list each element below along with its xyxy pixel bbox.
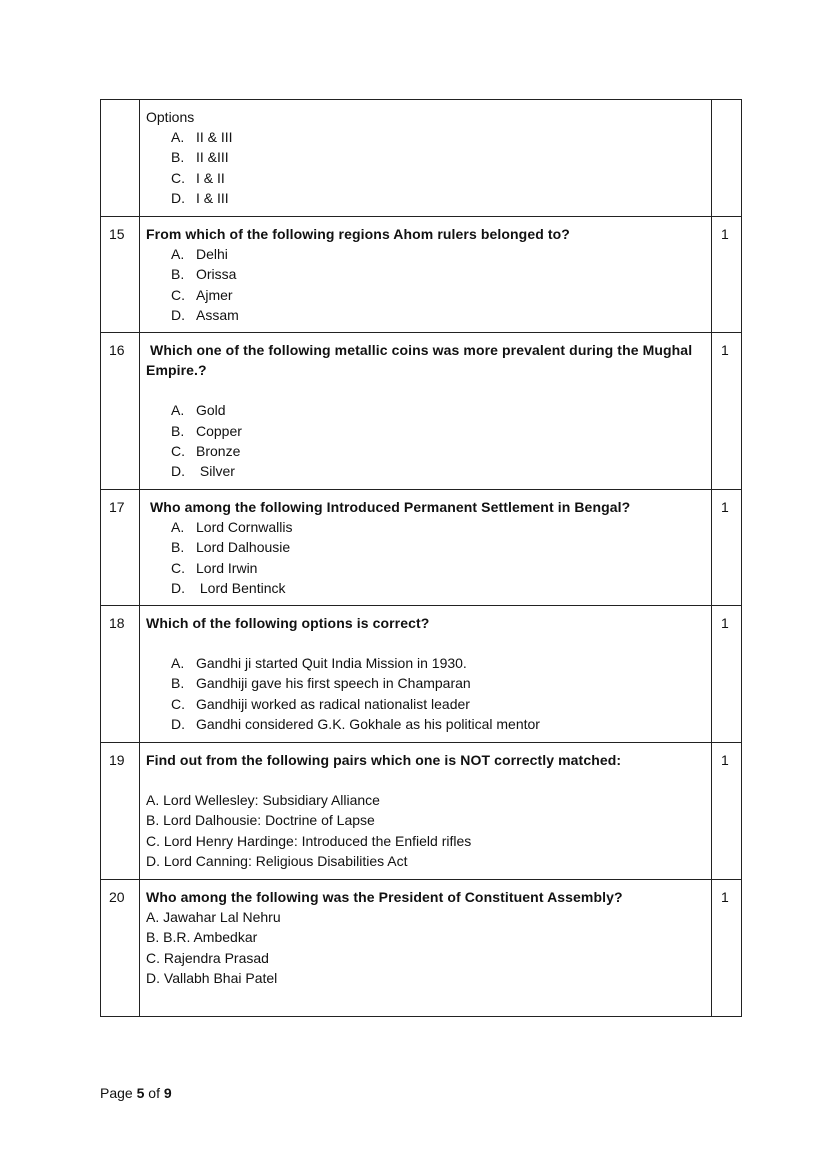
option-d: D. Lord Bentinck — [171, 579, 286, 596]
option-d: D. Assam — [171, 306, 239, 323]
table-row — [101, 490, 742, 606]
footer-middle: of — [144, 1085, 164, 1101]
question-text: Which one of the following metallic coins was more prevalent during the Mughal Empire.? — [146, 342, 697, 379]
question-marks: 1 — [712, 743, 742, 880]
option-list — [146, 400, 705, 481]
table-row — [101, 333, 742, 490]
option-a: A. Jawahar Lal Nehru — [146, 909, 281, 926]
question-marks: 1 — [712, 606, 742, 743]
table-row — [101, 880, 742, 1017]
option-b: B. Lord Dalhousie: Doctrine of Lapse — [146, 812, 375, 829]
question-text: From which of the following regions Ahom rulers belonged to? — [146, 226, 570, 242]
option-b: B. Copper — [171, 422, 242, 439]
page-footer — [100, 1085, 172, 1101]
option-c: C. Lord Henry Hardinge: Introduced the Enfield rifles — [146, 832, 472, 849]
question-text: Which of the following options is correct? — [146, 615, 430, 632]
question-content — [140, 743, 712, 880]
option-list — [146, 907, 705, 988]
option-b: B. Lord Dalhousie — [171, 539, 291, 556]
question-content — [140, 606, 712, 743]
table-row — [101, 606, 742, 743]
question-content — [140, 880, 712, 1017]
option-c: C. Bronze — [171, 442, 241, 459]
option-list — [146, 790, 705, 871]
option-d: D. Vallabh Bhai Patel — [146, 969, 278, 986]
question-content — [140, 100, 712, 217]
options-heading: Options — [146, 109, 195, 125]
option-list — [146, 653, 705, 734]
option-c: C. Lord Irwin — [171, 559, 258, 576]
option-b: B. Orissa — [171, 266, 237, 283]
question-number: 16 — [101, 333, 140, 490]
question-content — [140, 490, 712, 606]
option-list — [146, 517, 705, 598]
question-marks: 1 — [712, 333, 742, 490]
question-text: Find out from the following pairs which one is NOT correctly matched: — [146, 752, 622, 769]
question-number — [101, 100, 140, 217]
question-table — [100, 99, 742, 1017]
option-c: C. I & II — [171, 169, 225, 186]
option-b: B. Gandhiji gave his first speech in Champaran — [171, 675, 471, 692]
question-marks: 1 — [712, 217, 742, 333]
option-list — [146, 127, 705, 208]
question-marks: 1 — [712, 880, 742, 1017]
option-b: B. B.R. Ambedkar — [146, 929, 258, 946]
question-content — [140, 333, 712, 490]
option-c: C. Gandhiji worked as radical nationalist leader — [171, 695, 470, 712]
table-row — [101, 743, 742, 880]
option-a: A. Lord Cornwallis — [171, 519, 293, 536]
option-b: B. II &III — [171, 149, 229, 166]
question-number: 19 — [101, 743, 140, 880]
question-marks — [712, 100, 742, 217]
question-text: Who among the following was the President of Constituent Assembly? — [146, 889, 623, 906]
question-marks: 1 — [712, 490, 742, 606]
option-d: D. Lord Canning: Religious Disabilities Act — [146, 852, 408, 869]
question-number: 15 — [101, 217, 140, 333]
option-a: A. Gold — [171, 402, 226, 419]
option-d: D. I & III — [171, 189, 229, 206]
question-number: 17 — [101, 490, 140, 606]
question-text: Who among the following Introduced Permanent Settlement in Bengal? — [146, 499, 631, 516]
total-page-count: 9 — [163, 1085, 172, 1101]
footer-prefix: Page — [100, 1085, 137, 1101]
question-number: 20 — [101, 880, 140, 1017]
option-a: A. Gandhi ji started Quit India Mission in 1930. — [171, 655, 467, 672]
table-row — [101, 217, 742, 333]
table-row — [101, 100, 742, 217]
current-page-number: 5 — [136, 1085, 145, 1101]
option-a: A. Delhi — [171, 246, 228, 263]
question-number: 18 — [101, 606, 140, 743]
question-content — [140, 217, 712, 333]
option-d: D. Silver — [171, 463, 235, 480]
option-a: A. II & III — [171, 129, 233, 146]
option-a: A. Lord Wellesley: Subsidiary Alliance — [146, 792, 380, 809]
option-c: C. Rajendra Prasad — [146, 949, 269, 966]
option-d: D. Gandhi considered G.K. Gokhale as his political mentor — [171, 715, 540, 732]
option-list — [146, 244, 705, 325]
option-c: C. Ajmer — [171, 286, 233, 303]
